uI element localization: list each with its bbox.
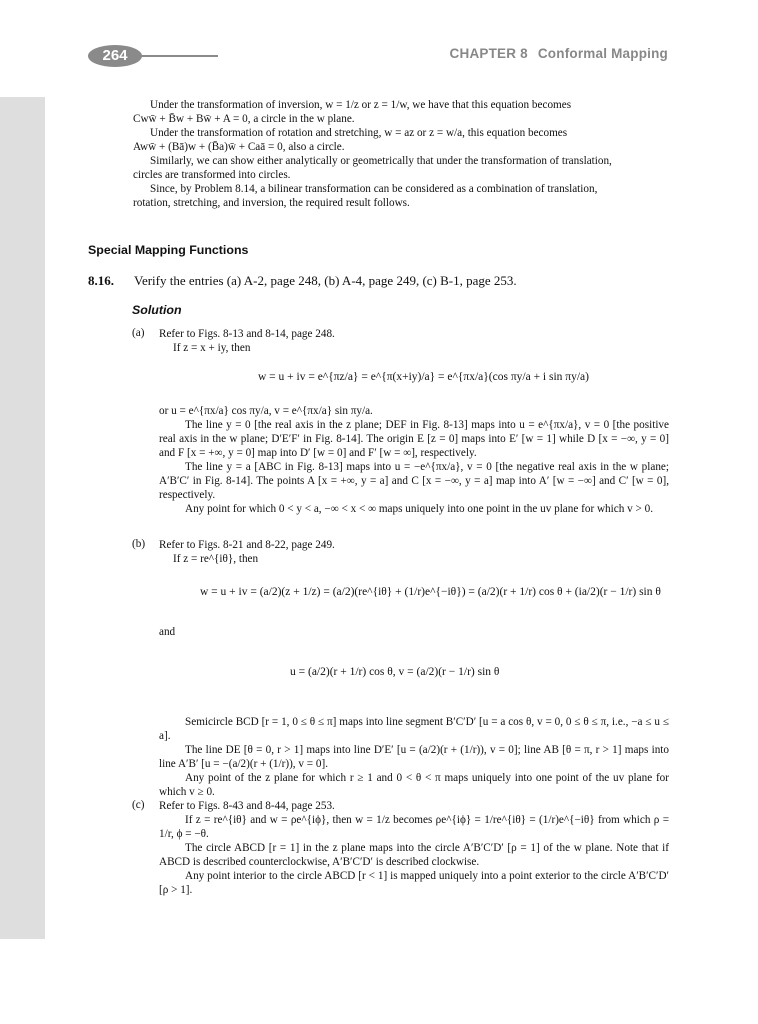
part-c-paragraphs (159, 813, 669, 897)
page-number-badge (88, 45, 142, 67)
intro-line-3: Under the transformation of rotation and stretching, w = az or z = w/a, this equation becomes (150, 127, 568, 139)
part-c-paragraph-2: The circle ABCD [r = 1] in the z plane maps into the circle A′B′C′D′ [ρ = 1] of the w plane. Note that if ABCD is described counterclockwise, A′B′C′D′ is described clockwise. (159, 842, 669, 868)
part-b-equation-2: u = (a/2)(r + 1/r) cos θ, v = (a/2)(r − 1/r) sin θ (290, 666, 500, 678)
running-header (450, 46, 668, 61)
header-rule (140, 55, 218, 57)
problem-statement: Verify the entries (a) A-2, page 248, (b) A-4, page 249, (c) B-1, page 253. (134, 273, 517, 288)
part-c-line-1: Refer to Figs. 8-43 and 8-44, page 253. (159, 800, 335, 812)
page-gutter (0, 97, 45, 939)
part-a-paragraph-3: Any point for which 0 < y < a, −∞ < x < ∞ maps uniquely into one point in the uv plane for which v > 0. (185, 503, 653, 515)
chapter-title: Conformal Mapping (537, 46, 668, 61)
intro-line-2: Cww̄ + B̄w + Bw̄ + A = 0, a circle in the w plane. (133, 113, 355, 125)
page-number: 264 (102, 47, 128, 64)
chapter-label: CHAPTER 8 (449, 46, 528, 61)
part-c-paragraph-3: Any point interior to the circle ABCD [r < 1] is mapped uniquely into a point exterior to the circle A′B′C′D′ [ρ > 1]. (159, 870, 669, 896)
part-a-line-1: Refer to Figs. 8-13 and 8-14, page 248. (159, 328, 335, 340)
problem-number: 8.16. (88, 273, 114, 288)
part-b-and-label: and (159, 626, 176, 638)
part-a-equation-1: w = u + iv = e^{πz/a} = e^{π(x+iy)/a} = e^{πx/a}(cos πy/a + i sin πy/a) (258, 371, 589, 383)
part-b-label: (b) (132, 538, 146, 550)
intro-line-8: rotation, stretching, and inversion, the required result follows. (133, 197, 410, 209)
part-a-paragraph-2: The line y = a [ABC in Fig. 8-13] maps into u = −e^{πx/a}, v = 0 [the negative real axis in the w plane; A′B′C′ in Fig. 8-14]. The points A [x = +∞, y = a] and C [x = −∞, y = a] map into A′ [w = −∞] and C′ [w = 0], respectively. (159, 461, 669, 501)
part-b-paragraphs (159, 715, 669, 799)
part-b-paragraph-2: The line DE [θ = 0, r > 1] maps into line D′E′ [u = (a/2)(r + (1/r)), v = 0]; line AB [θ = π, r > 1] maps into line A′B′ [u = −(a/2)(r + (1/r)), v = 0]. (159, 744, 669, 770)
part-c-paragraph-1: If z = re^{iθ} and w = ρe^{iϕ}, then w = 1/z becomes ρe^{iϕ} = 1/re^{iθ} = (1/r)e^{−iθ} from which ρ = 1/r, ϕ = −θ. (159, 814, 669, 840)
part-a-line-2: If z = x + iy, then (173, 342, 251, 354)
part-b-paragraph-1: Semicircle BCD [r = 1, 0 ≤ θ ≤ π] maps into line segment B′C′D′ [u = a cos θ, v = 0, 0 ≤ θ ≤ π, i.e., −a ≤ u ≤ a]. (159, 716, 669, 742)
intro-line-1: Under the transformation of inversion, w = 1/z or z = 1/w, we have that this equation becomes (150, 99, 572, 111)
section-title: Special Mapping Functions (88, 243, 249, 257)
intro-line-4: Aww̄ + (Bā)w + (B̄a)w̄ + Caā = 0, also a circle. (133, 141, 345, 153)
part-a-label: (a) (132, 327, 145, 339)
part-b-line-2: If z = re^{iθ}, then (173, 553, 259, 565)
intro-line-7: Since, by Problem 8.14, a bilinear transformation can be considered as a combination of translation, (150, 183, 598, 195)
part-b-line-1: Refer to Figs. 8-21 and 8-22, page 249. (159, 539, 335, 551)
intro-line-5: Similarly, we can show either analytically or geometrically that under the transformation of translation, (150, 155, 612, 167)
part-a-paragraph-1: The line y = 0 [the real axis in the z plane; DEF in Fig. 8-13] maps into u = e^{πx/a}, v = 0 [the positive real axis in the w plane; D′E′F′ in Fig. 8-14]. The origin E [z = 0] maps into E′ [w = 1] while D [x = −∞, y = 0] and F [x = +∞, y = 0] map into D′ [w = 0] and F′ [w = ∞], respectively. (159, 419, 669, 459)
part-a-or-line: or u = e^{πx/a} cos πy/a, v = e^{πx/a} sin πy/a. (159, 405, 373, 417)
part-b-paragraph-3: Any point of the z plane for which r ≥ 1 and 0 < θ < π maps uniquely into one point of the uv plane for which v ≥ 0. (159, 772, 669, 798)
solution-label: Solution (132, 303, 182, 317)
part-a-paragraphs (159, 418, 669, 516)
intro-line-6: circles are transformed into circles. (133, 169, 291, 181)
part-c-label: (c) (132, 799, 145, 811)
part-b-equation-1: w = u + iv = (a/2)(z + 1/z) = (a/2)(re^{iθ} + (1/r)e^{−iθ}) = (a/2)(r + 1/r) cos θ + (ia/2)(r − 1/r) sin θ (200, 586, 661, 598)
